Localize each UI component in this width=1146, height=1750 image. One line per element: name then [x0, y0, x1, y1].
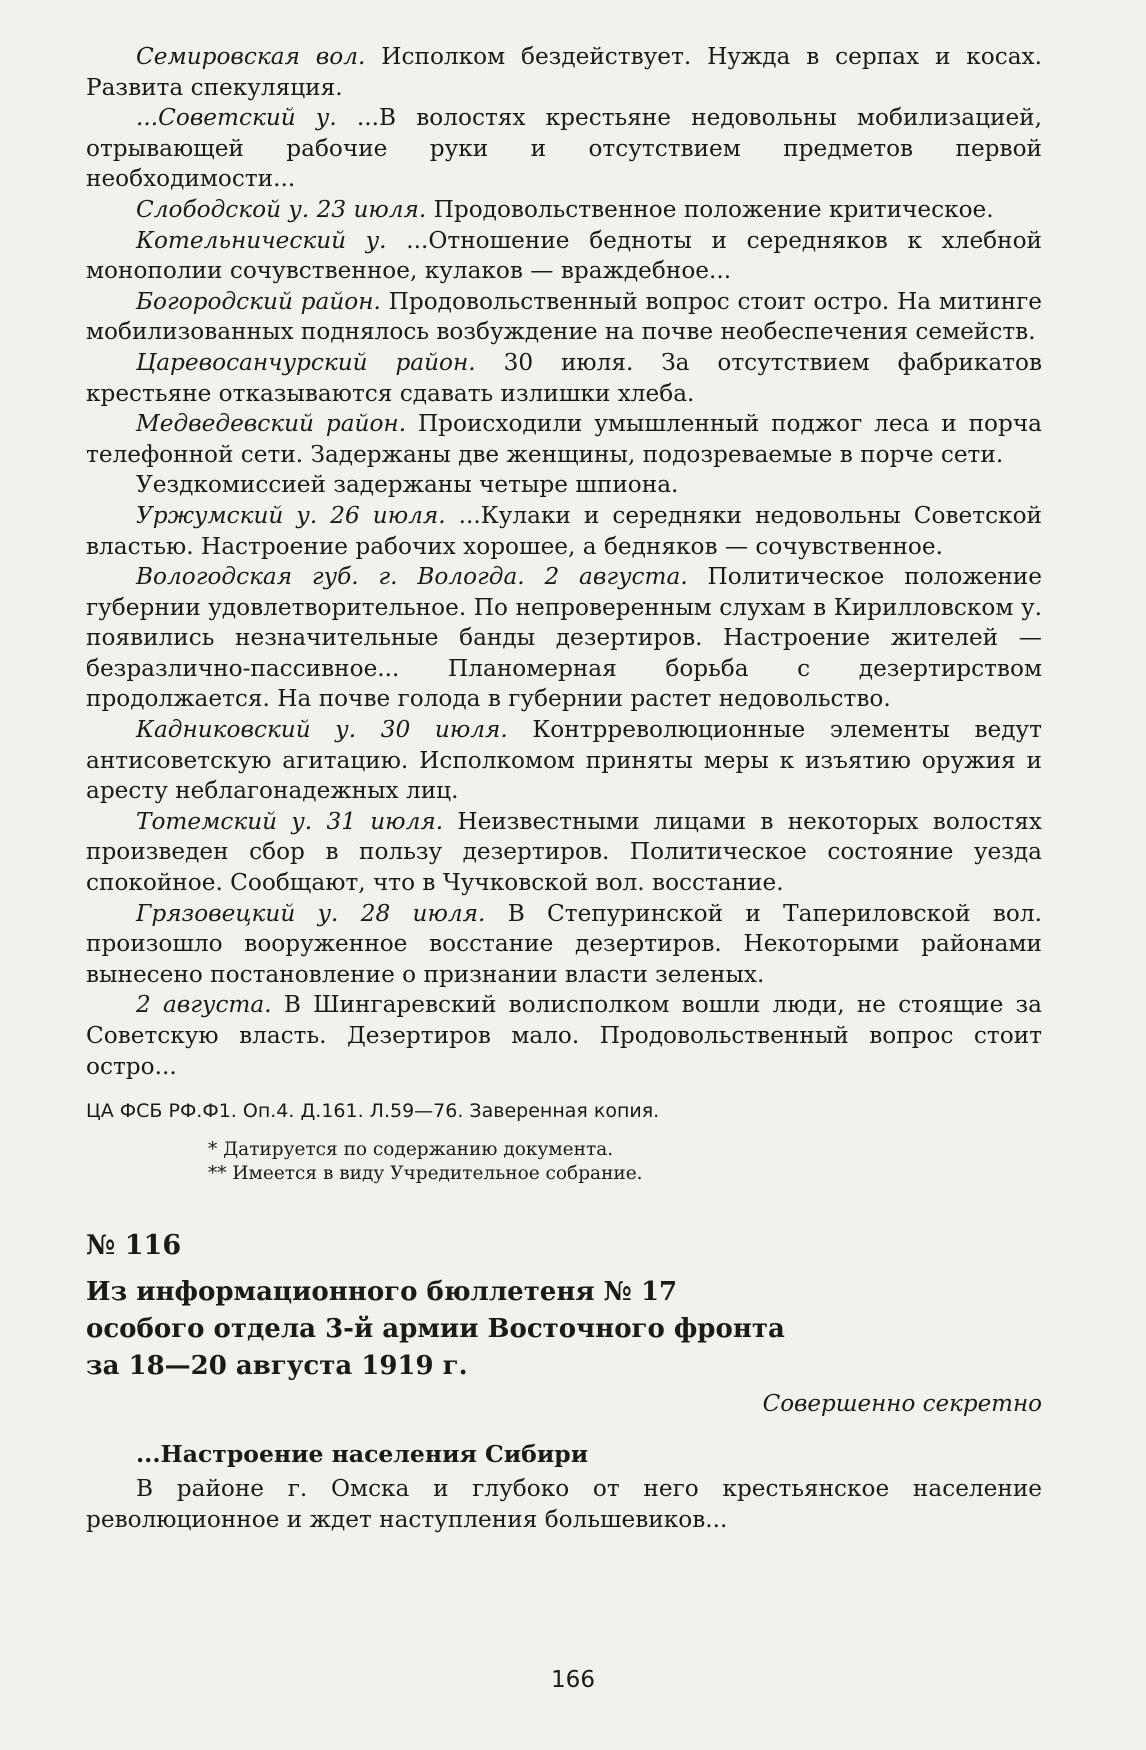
entry-text: ...В волостях крестьяне недовольны мобилизацией, отрывающей рабочие руки и отсутствием предметов первой необходимости... [86, 104, 1042, 193]
entry-place: Котельнический у. [136, 226, 387, 254]
footnote: * Датируется по содержанию документа. [208, 1139, 614, 1161]
entry-place: Вологодская губ. г. Вологда. 2 августа. [136, 563, 688, 591]
report-entry [86, 195, 1042, 226]
archive-source: ЦА ФСБ РФ.Ф1. Оп.4. Д.161. Л.59—76. Заверенная копия. [86, 1100, 660, 1123]
entry-place: 2 августа. [136, 991, 272, 1019]
report-entry [86, 899, 1042, 991]
report-entry [86, 562, 1042, 715]
title-line: за 18—20 августа 1919 г. [86, 1351, 468, 1382]
entry-place: Богородский район. [136, 287, 381, 315]
report-entries [86, 42, 1042, 1082]
entry-text: В Шингаревский волисполком вошли люди, не стоящие за Советскую власть. Дезертиров мало. Продовольственный вопрос стоит остро... [86, 991, 1043, 1080]
report-entry [86, 807, 1042, 899]
entry-text: Происходили умышленный поджог леса и порча телефонной сети. Задержаны две женщины, подозреваемые в порче сети. [86, 410, 1042, 468]
entry-place: Грязовецкий у. 28 июля. [136, 899, 486, 927]
entry-place: Семировская вол. [136, 43, 366, 70]
report-entry [86, 42, 1042, 103]
footnote: ** Имеется в виду Учредительное собрание. [208, 1163, 643, 1185]
section-heading: ...Настроение населения Сибири [136, 1440, 589, 1469]
report-entry [86, 348, 1042, 409]
entry-place: Тотемский у. 31 июля. [136, 807, 444, 835]
report-entry [86, 990, 1042, 1082]
entry-place: ...Советский у. [136, 104, 337, 132]
entry-place: Царевосанчурский район. [136, 348, 476, 376]
report-entry [86, 501, 1042, 562]
document-body: В районе г. Омска и глубоко от него крестьянское население революционное и ждет наступления большевиков... [86, 1475, 1042, 1533]
report-entry [86, 226, 1042, 287]
report-entry [86, 715, 1042, 807]
entry-text: Контрреволюционные элементы ведут антисоветскую агитацию. Исполкомом приняты меры к изъятию оружия и аресту неблагонадежных лиц. [86, 716, 1042, 805]
entry-text: Политическое положение губернии удовлетворительное. По непроверенным слухам в Кирилловском у. появились незначительные банды дезертиров. Настроение жителей — безразлично-пассивное... Планомерная борьба с дезертирством продолжается. На почве голода в губернии растет недовольство. [86, 563, 1042, 713]
entry-text: Уездкомиссией задержаны четыре шпиона. [136, 471, 679, 499]
entry-text: В Степуринской и Тапериловской вол. произошло вооруженное восстание дезертиров. Некоторыми районами вынесено постановление о признании власти зеленых. [86, 899, 1042, 988]
entry-place: Уржумский у. 26 июля. [136, 501, 446, 529]
page-content [86, 42, 1042, 1535]
title-line: особого отдела 3-й армии Восточного фронта [86, 1314, 785, 1345]
entry-text: ...Отношение бедноты и середняков к хлебной монополии сочувственное, кулаков — враждебное... [86, 226, 1042, 285]
title-line: Из информационного бюллетеня № 17 [86, 1277, 678, 1308]
report-entry [86, 287, 1042, 348]
entry-text: Неизвестными лицами в некоторых волостях произведен сбор в пользу дезертиров. Политическое состояние уезда спокойное. Сообщают, что в Чучковской вол. восстание. [86, 807, 1042, 897]
entry-place: Кадниковский у. 30 июля. [136, 716, 508, 744]
classification-stamp: Совершенно секретно [762, 1391, 1042, 1418]
entry-place: Медведевский район. [136, 410, 407, 438]
document-number: № 116 [86, 1230, 182, 1262]
report-entry [86, 409, 1042, 470]
entry-text: ...Кулаки и середняки недовольны Советской властью. Настроение рабочих хорошее, а бедняков — сочувственное. [86, 501, 1043, 560]
entry-text: Продовольственный вопрос стоит остро. На митинге мобилизованных поднялось возбуждение на почве необеспечения семейств. [86, 287, 1042, 346]
report-entry [86, 103, 1042, 195]
entry-text: Исполком бездействует. Нужда в серпах и косах. Развита спекуляция. [86, 43, 1042, 101]
entry-text: Продовольственное положение критическое. [426, 195, 994, 223]
report-entry [86, 470, 1042, 501]
entry-place: Слободской у. 23 июля. [136, 195, 427, 223]
entry-text: 30 июля. За отсутствием фабрикатов крестьяне отказываются сдавать излишки хлеба. [86, 348, 1042, 407]
page-number: 166 [551, 1667, 595, 1693]
document-title [86, 1274, 1042, 1385]
